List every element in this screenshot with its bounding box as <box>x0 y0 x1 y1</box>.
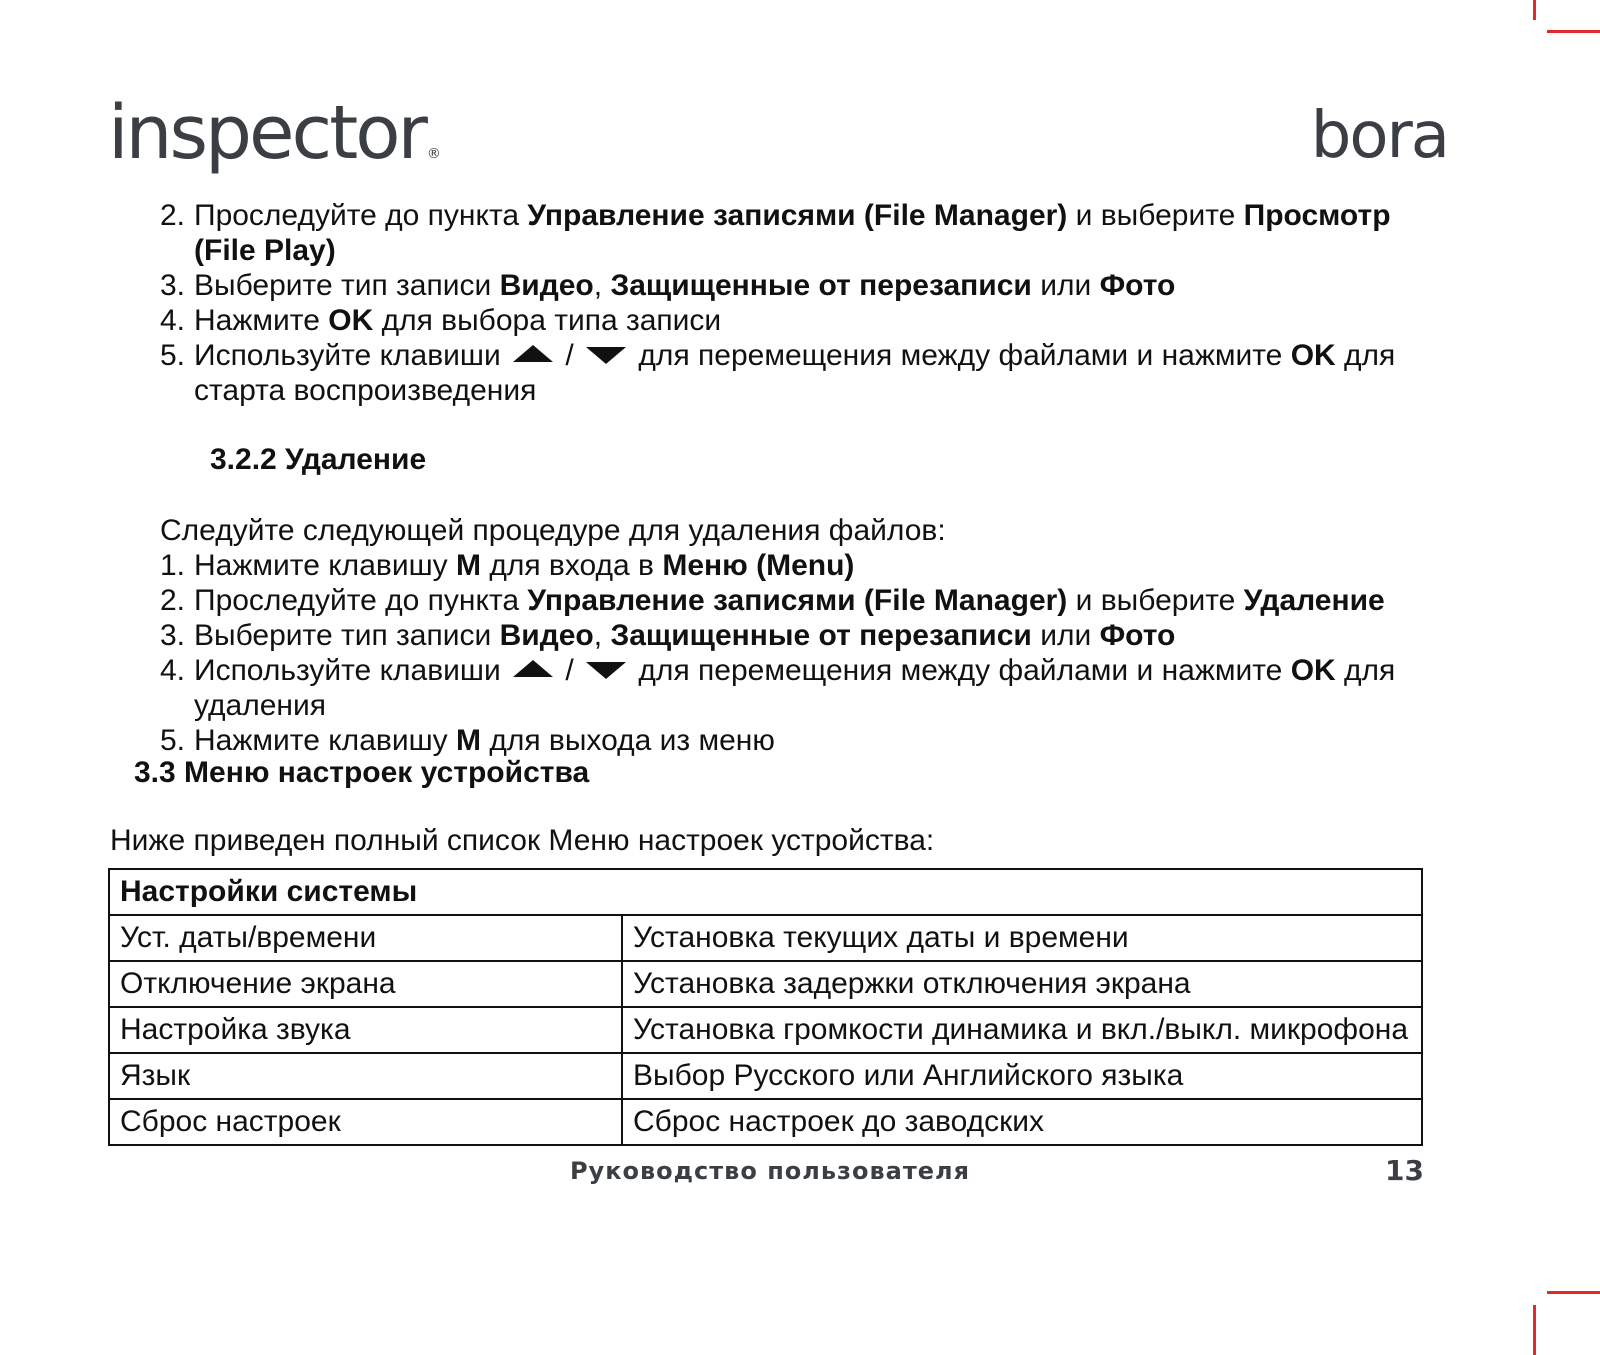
step-text: для перемещения между файлами и нажмите <box>630 339 1291 372</box>
registered-mark: ® <box>426 146 441 162</box>
step-text: для входа в <box>480 549 663 582</box>
crop-mark <box>1533 0 1536 20</box>
table-row <box>109 915 1422 961</box>
step-text: Нажмите клавишу <box>194 549 456 582</box>
step-text: Используйте клавиши <box>194 339 510 372</box>
table-row <box>109 1053 1422 1099</box>
step-number: 3. <box>160 619 186 652</box>
table-header: Настройки системы <box>109 869 1422 915</box>
down-arrow-icon <box>586 347 626 364</box>
delete-section-heading: 3.2.2 Удаление <box>210 443 427 476</box>
settings-table-body <box>109 915 1422 1145</box>
step-number: 3. <box>160 269 186 302</box>
bold-text: Удаление <box>1243 584 1385 617</box>
inspector-logo <box>108 90 441 176</box>
page-number: 13 <box>1385 1154 1424 1187</box>
step-number: 2. <box>160 584 186 617</box>
table-row <box>109 961 1422 1007</box>
step-text: Выберите тип записи <box>194 269 500 302</box>
setting-description-cell: Сброс настроек до заводских <box>622 1099 1422 1145</box>
crop-mark <box>1547 30 1600 33</box>
list-item <box>160 303 1460 338</box>
bold-text: OK <box>328 304 374 337</box>
settings-section-heading: 3.3 Меню настроек устройства <box>134 756 590 789</box>
up-arrow-icon <box>513 345 553 362</box>
bold-text: M <box>455 724 481 757</box>
down-arrow-icon <box>586 662 626 679</box>
step-number: 5. <box>160 724 186 757</box>
list-item <box>160 198 1460 268</box>
crop-mark <box>1547 1291 1600 1294</box>
table-row <box>109 1007 1422 1053</box>
step-text: или <box>1031 269 1100 302</box>
setting-name-cell: Отключение экрана <box>109 961 622 1007</box>
manual-content <box>160 198 1460 758</box>
setting-name-cell: Язык <box>109 1053 622 1099</box>
step-text: и выберите <box>1067 199 1244 232</box>
step-number: 4. <box>160 654 186 687</box>
bold-text: Просмотр (File Play) <box>194 199 1391 267</box>
step-text: или <box>1031 619 1100 652</box>
footer-title: Руководство пользователя <box>569 1157 971 1185</box>
list-item <box>160 268 1460 303</box>
step-text: , <box>593 619 611 652</box>
setting-description-cell: Установка задержки отключения экрана <box>622 961 1422 1007</box>
playback-steps-list <box>160 198 1460 408</box>
list-item <box>160 338 1460 408</box>
crop-mark <box>1533 1305 1536 1355</box>
settings-section-intro: Ниже приведен полный список Меню настроек устройства: <box>110 824 935 857</box>
bold-text: Видео <box>499 269 594 302</box>
step-text: / <box>557 339 583 372</box>
bold-text: Меню (Menu) <box>662 549 855 582</box>
setting-description-cell: Установка текущих даты и времени <box>622 915 1422 961</box>
bold-text: Защищенные от перезаписи <box>610 619 1032 652</box>
bold-text: Фото <box>1099 269 1176 302</box>
step-text: для перемещения между файлами и нажмите <box>630 654 1291 687</box>
list-item <box>160 723 1460 758</box>
step-text: Проследуйте до пункта <box>194 584 528 617</box>
setting-name-cell: Настройка звука <box>109 1007 622 1053</box>
step-text: и выберите <box>1067 584 1244 617</box>
list-item <box>160 583 1460 618</box>
step-text: для выбора типа записи <box>373 304 722 337</box>
bold-text: OK <box>1290 654 1336 687</box>
bold-text: Защищенные от перезаписи <box>610 269 1032 302</box>
bold-text: Управление записями (File Manager) <box>527 584 1068 617</box>
step-text: для старта воспроизведения <box>194 339 1396 407</box>
settings-table <box>108 868 1423 1146</box>
list-item <box>160 618 1460 653</box>
table-header-row <box>109 869 1422 915</box>
bora-logo: bora <box>1310 99 1448 173</box>
setting-description-cell: Выбор Русского или Английского языка <box>622 1053 1422 1099</box>
up-arrow-icon <box>513 660 553 677</box>
bold-text: OK <box>1290 339 1336 372</box>
step-text: Нажмите <box>194 304 329 337</box>
delete-steps-list <box>160 548 1460 758</box>
bold-text: Управление записями (File Manager) <box>527 199 1068 232</box>
bold-text: Фото <box>1099 619 1176 652</box>
bold-text: Видео <box>499 619 594 652</box>
delete-section-intro: Следуйте следующей процедуре для удаления файлов: <box>160 514 946 547</box>
step-text: Нажмите клавишу <box>194 724 456 757</box>
list-item <box>160 548 1460 583</box>
step-text: для удаления <box>194 654 1396 722</box>
step-text: Выберите тип записи <box>194 619 500 652</box>
brand-name: inspector <box>108 90 425 176</box>
step-text: , <box>593 269 611 302</box>
setting-name-cell: Сброс настроек <box>109 1099 622 1145</box>
setting-name-cell: Уст. даты/времени <box>109 915 622 961</box>
step-text: для выхода из меню <box>480 724 775 757</box>
bold-text: M <box>455 549 481 582</box>
list-item <box>160 653 1460 723</box>
setting-description-cell: Установка громкости динамика и вкл./выкл. микрофона <box>622 1007 1422 1053</box>
step-text: Используйте клавиши <box>194 654 510 687</box>
step-number: 1. <box>160 549 186 582</box>
table-row <box>109 1099 1422 1145</box>
step-text: / <box>557 654 583 687</box>
step-number: 4. <box>160 304 186 337</box>
step-text: Проследуйте до пункта <box>194 199 528 232</box>
step-number: 2. <box>160 199 186 232</box>
step-number: 5. <box>160 339 186 372</box>
